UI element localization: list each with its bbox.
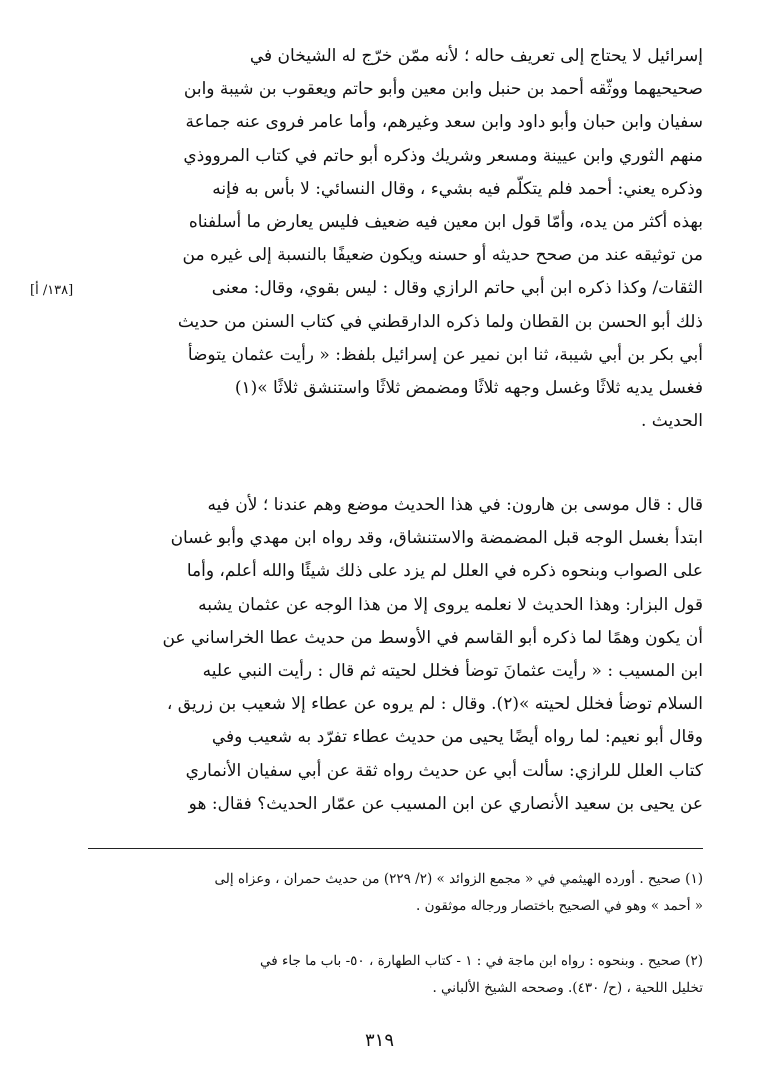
footnote-line: (٢) صحيح . وبنحوه : رواه ابن ماجة في : ١ - كتاب الطهارة ، ٥٠- باب ما جاء في — [259, 953, 703, 969]
manuscript-folio-note: [١٣٨/ أ] — [30, 283, 74, 298]
text-line: بهذه أكثر من يده، وأمّا قول ابن معين فيه ضعيف فليس يعارض ما أسلفناه — [188, 212, 703, 233]
text-line: قال : قال موسى بن هارون: في هذا الحديث موضع وهم عندنا ؛ لأن فيه — [207, 495, 703, 515]
footnote-line: (١) صحيح . أورده الهيثمي في « مجمع الزوائد » (٢/ ٢٢٩) من حديث حمران ، وعزاه إلى — [214, 871, 703, 887]
footnote-line: تخليل اللحية ، (ح/ ٤٣٠). وصححه الشيخ الألباني . — [432, 980, 703, 996]
text-line: إسرائيل لا يحتاج إلى تعريف حاله ؛ لأنه ممّن خرّج له الشيخان في — [249, 46, 703, 66]
text-line: كتاب العلل للرازي: سألت أبي عن حديث رواه ثقة عن أبي سفيان الأنماري — [185, 760, 703, 781]
main-paragraph-2 — [88, 489, 703, 821]
text-line: ذلك أبو الحسن بن القطان ولما ذكره الدارقطني في كتاب السنن من حديث — [177, 311, 703, 332]
text-line: عن يحيى بن سعيد الأنصاري عن ابن المسيب عن عمّار الحديث؟ فقال: هو — [188, 793, 703, 814]
page-number: ٣١٩ — [364, 1030, 394, 1051]
text-line: صحيحيهما ووثّقه أحمد بن حنبل وابن معين وأبو حاتم ويعقوب بن شيبة وابن — [183, 79, 703, 100]
text-line: أن يكون وهمًا لما ذكره أبو القاسم في الأوسط من حديث عطا الخراساني عن — [162, 627, 703, 648]
footnote-2 — [88, 948, 703, 1002]
text-line: قول البزار: وهذا الحديث لا نعلمه يروى إلا من هذا الوجه عن عثمان يشبه — [198, 594, 703, 615]
text-line: وقال أبو نعيم: لما رواه أيضًا يحيى من حديث عطاء تفرّد به شعيب وفي — [211, 727, 703, 748]
text-line: السلام توضأ فخلل لحيته »(٢). وقال : لم يروه عن عطاء إلا شعيب بن زريق ، — [166, 694, 703, 715]
text-line: على الصواب وبنحوه ذكره في العلل لم يزد على ذلك شيئًا والله أعلم، وأما — [186, 561, 703, 582]
text-line: من توثيقه عند من صحح حديثه أو حسنه ويكون ضعيفًا بالنسبة إلى غيره من — [182, 245, 703, 266]
text-line: الحديث . — [640, 411, 703, 432]
text-line: الثقات/ وكذا ذكره ابن أبي حاتم الرازي وقال : ليس بقوي، وقال: معنى — [211, 278, 703, 299]
text-line: أبي بكر بن أبي شيبة، ثنا ابن نمير عن إسرائيل بلفظ: « رأيت عثمان يتوضأ — [187, 344, 703, 365]
text-line: ابن المسيب : « رأيت عثمانَ توضأ فخلل لحيته ثم قال : رأيت النبي عليه — [202, 661, 703, 682]
text-line: وذكره يعني: أحمد فلم يتكلّم فيه بشيء ، وقال النسائي: لا بأس به فإنه — [212, 178, 703, 199]
main-paragraph-1 — [88, 40, 703, 438]
text-line: منهم الثوري وابن عيينة ومسعر وشريك وذكره أبو حاتم في كتاب المرووذي — [183, 145, 703, 166]
text-line: ابتدأ بغسل الوجه قبل المضمضة والاستنشاق، وقد رواه ابن مهدي وأبو غسان — [170, 528, 703, 549]
footnote-line: « أحمد » وهو في الصحيح باختصار ورجاله موثقون . — [416, 898, 703, 914]
text-line: سفيان وابن حبان وأبو داود وابن سعد وغيرهم، وأما عامر فروى عنه جماعة — [185, 112, 703, 133]
footnote-1 — [88, 866, 703, 920]
footnote-divider — [88, 848, 703, 849]
text-line: فغسل يديه ثلاثًا وغسل وجهه ثلاثًا ومضمض ثلاثًا واستنشق ثلاثًا »(١) — [234, 378, 703, 399]
